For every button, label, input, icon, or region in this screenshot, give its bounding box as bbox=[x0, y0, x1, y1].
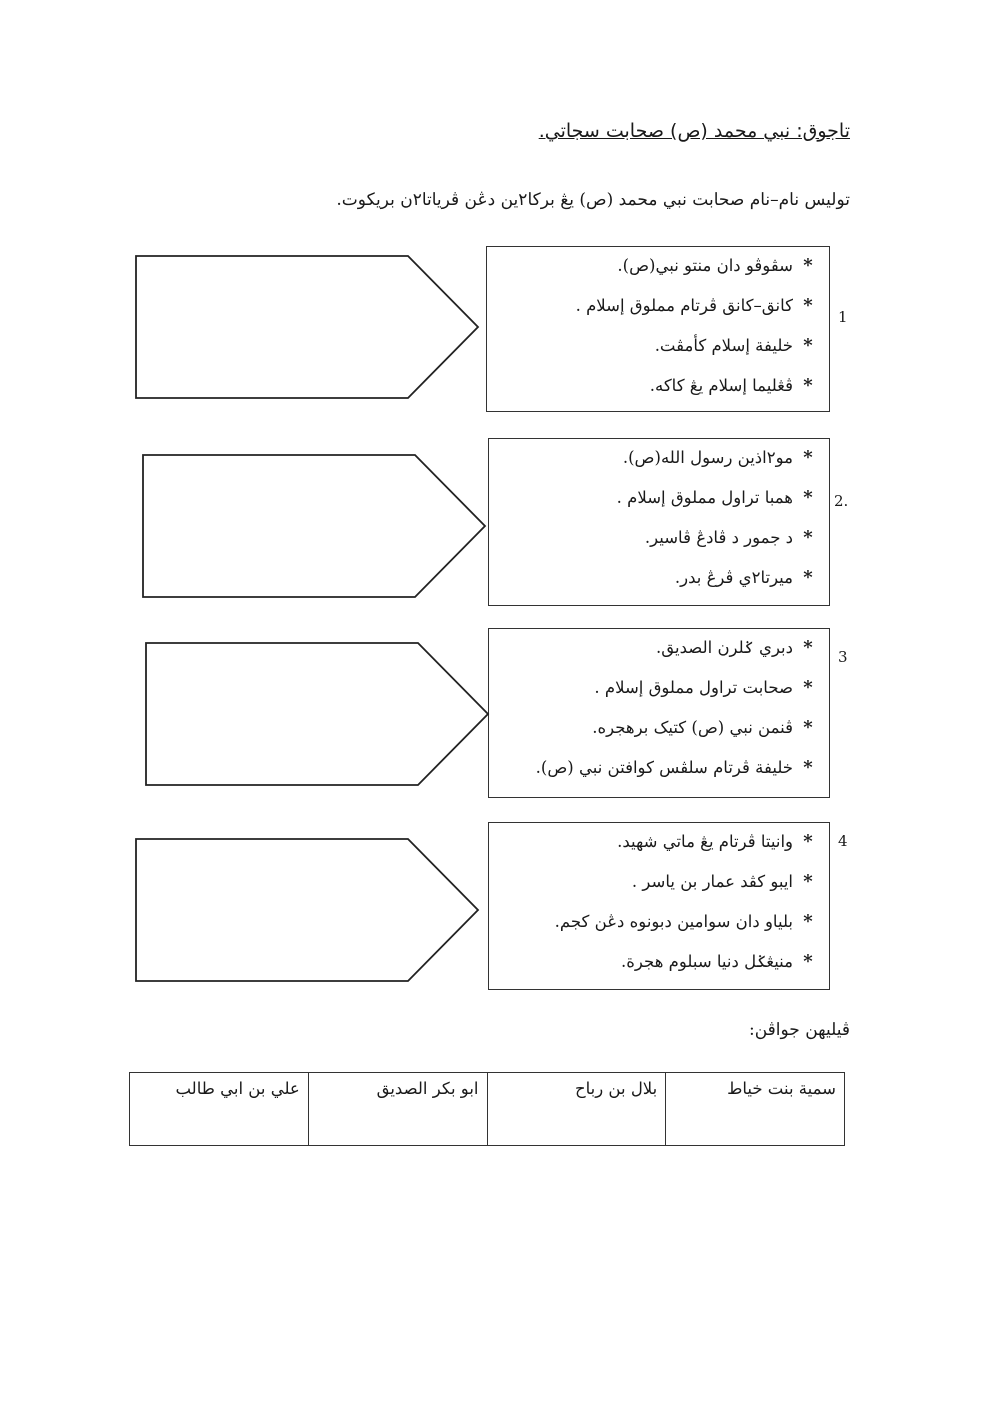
clue-item bbox=[487, 293, 819, 333]
star-bullet: * bbox=[803, 871, 813, 892]
answer-arrow-box[interactable] bbox=[134, 837, 484, 985]
clue-item bbox=[489, 829, 819, 869]
clue-item bbox=[489, 949, 819, 989]
question-number: 2. bbox=[834, 492, 849, 510]
answer-arrow-box[interactable] bbox=[144, 641, 494, 789]
star-bullet: * bbox=[803, 295, 813, 316]
answer-options-table bbox=[129, 1072, 845, 1146]
star-bullet: * bbox=[803, 717, 813, 738]
clue-text: د جمور د ڤادڠ ڤاسير. bbox=[644, 528, 793, 547]
clue-text: ڤنمن نبي (ص) كتيک برهجره. bbox=[592, 718, 793, 737]
star-bullet: * bbox=[803, 677, 813, 698]
clue-item bbox=[489, 445, 819, 485]
star-bullet: * bbox=[803, 447, 813, 468]
clue-text: مو٢اذين رسول الله(ص). bbox=[622, 448, 793, 467]
clue-item bbox=[487, 373, 819, 413]
answer-arrow-box[interactable] bbox=[134, 254, 484, 402]
page-title: تاجوق: نبي محمد (ص) صحابت سجاتي. bbox=[538, 120, 850, 142]
clue-text: كانق–كانق ڤرتام مملوق إسلام . bbox=[575, 296, 793, 315]
table-row bbox=[130, 1073, 845, 1146]
star-bullet: * bbox=[803, 911, 813, 932]
question-number: 3 bbox=[838, 648, 848, 666]
answer-option[interactable]: بلال بن رباح bbox=[487, 1073, 666, 1146]
star-bullet: * bbox=[803, 335, 813, 356]
answer-options-label: ڤيليهن جواڤن: bbox=[748, 1020, 850, 1040]
star-bullet: * bbox=[803, 567, 813, 588]
clue-box bbox=[488, 822, 830, 990]
star-bullet: * bbox=[803, 757, 813, 778]
clue-item bbox=[489, 755, 819, 795]
clue-text: ايبو كڤد عمار بن ياسر . bbox=[631, 872, 793, 891]
star-bullet: * bbox=[803, 487, 813, 508]
clue-text: بلياو دان سوامين دبونوه دڠن كجم. bbox=[554, 912, 793, 931]
clue-text: منيڠݢل دنيا سبلوم هجرة. bbox=[621, 952, 793, 971]
star-bullet: * bbox=[803, 951, 813, 972]
clue-box bbox=[488, 438, 830, 606]
clue-text: صحابت تراول مملوق إسلام . bbox=[594, 678, 793, 697]
clue-text: سڤوڤو دان منتو نبي(ص). bbox=[617, 256, 793, 275]
star-bullet: * bbox=[803, 831, 813, 852]
clue-box bbox=[488, 628, 830, 798]
clue-box bbox=[486, 246, 830, 412]
answer-option[interactable]: ابو بكر الصديق bbox=[308, 1073, 487, 1146]
clue-text: ميرتا٢ي ڤرڠ بدر. bbox=[674, 568, 793, 587]
clue-item bbox=[489, 635, 819, 675]
question-number: 1 bbox=[838, 308, 848, 326]
question-number: 4 bbox=[838, 832, 848, 850]
clue-item bbox=[489, 869, 819, 909]
clue-text: ڤڠليما إسلام يڠ كاكه. bbox=[649, 376, 793, 395]
clue-item bbox=[487, 253, 819, 293]
clue-text: همبا تراول مملوق إسلام . bbox=[616, 488, 793, 507]
clue-item bbox=[489, 565, 819, 605]
star-bullet: * bbox=[803, 375, 813, 396]
answer-option[interactable]: علي بن ابي طالب bbox=[130, 1073, 309, 1146]
clue-text: خليفة إسلام كأمڤت. bbox=[654, 336, 793, 355]
answer-option[interactable]: سمية بنت خياط bbox=[666, 1073, 845, 1146]
answer-arrow-box[interactable] bbox=[141, 453, 491, 601]
clue-item bbox=[489, 715, 819, 755]
clue-text: دبري ݢلرن الصديق. bbox=[656, 638, 793, 657]
clue-item bbox=[487, 333, 819, 373]
clue-text: خليفة ڤرتام سلڤس كوافتن نبي (ص). bbox=[535, 758, 793, 777]
clue-text: وانيتا ڤرتام يڠ ماتي شهيد. bbox=[617, 832, 793, 851]
instruction-text: توليس نام–نام صحابت نبي محمد (ص) يڠ بركا٢ين دڠن ڤرياتا٢ن بريكوت. bbox=[336, 190, 850, 210]
star-bullet: * bbox=[803, 637, 813, 658]
clue-item bbox=[489, 485, 819, 525]
clue-item bbox=[489, 909, 819, 949]
clue-item bbox=[489, 675, 819, 715]
star-bullet: * bbox=[803, 527, 813, 548]
clue-item bbox=[489, 525, 819, 565]
star-bullet: * bbox=[803, 255, 813, 276]
